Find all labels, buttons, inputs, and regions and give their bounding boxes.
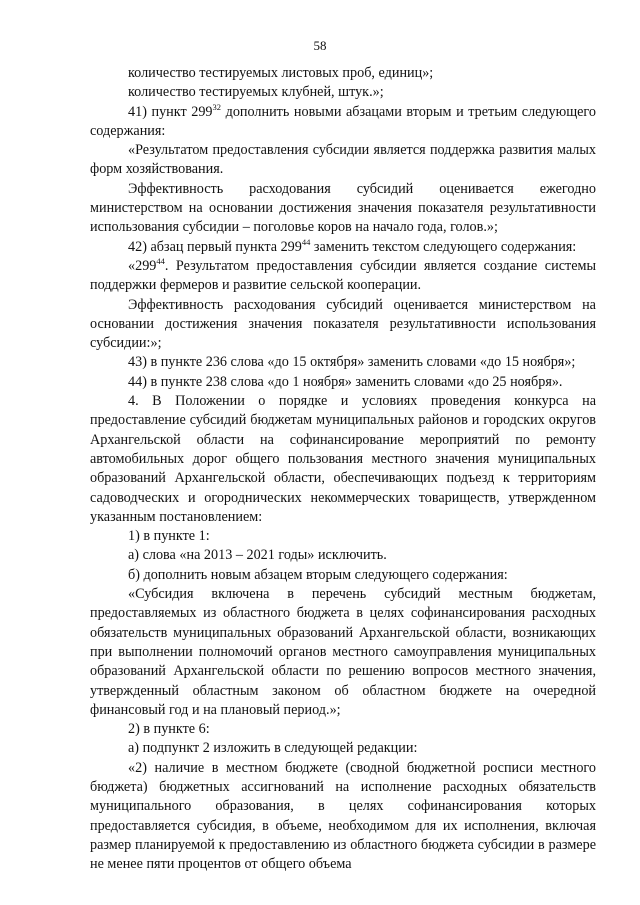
paragraph-p4: [90, 141, 596, 180]
paragraph-p10: [90, 373, 596, 392]
paragraph-p13: [90, 546, 596, 565]
text-run: 41) пункт 299: [128, 103, 213, 120]
text-run: дополнить новыми абзацами вторым и третьим следующего содержания:: [90, 103, 596, 139]
page-number: 58: [313, 38, 327, 53]
paragraph-p9: [90, 353, 596, 372]
paragraph-p5: [90, 180, 596, 238]
text-run: б) дополнить новым абзацем вторым следующего содержания:: [128, 566, 508, 583]
paragraph-p8: [90, 296, 596, 354]
paragraph-p3: [90, 103, 596, 142]
text-run: «2) наличие в местном бюджете (сводной бюджетной росписи местного бюджета) бюджетных ассигнований на исполнение расходных обязательств муниципального образования, в целях софинансирования которых предоставляется субсидия, в объеме, необходимом для их исполнения, включая размер планируемой к предоставлению из областного бюджета субсидии в размере не менее пяти процентов от общего объема: [90, 759, 596, 873]
text-run: «Субсидия включена в перечень субсидий местным бюджетам, предоставляемых из областного бюджета в целях софинансирования расходных обязательств муниципальных образований Архангельской области, возникающих при выполнении полномочий органов местного самоуправления муниципальных образований Архангельской области по решению вопросов местного значения, утвержденный областным законом об областном бюджете на очередной финансовый год и на плановый период.»;: [90, 586, 596, 718]
paragraph-p11: [90, 392, 596, 527]
text-run: Эффективность расходования субсидий оценивается ежегодно министерством на основании достижения значения показателя результативности использования субсидии – поголовье коров на начало года, голов.»;: [90, 180, 596, 236]
paragraph-p14: [90, 566, 596, 585]
text-run: количество тестируемых клубней, штук.»;: [128, 84, 384, 101]
paragraph-p12: [90, 527, 596, 546]
text-run: . Результатом предоставления субсидии является создание системы поддержки фермеров и развитие сельской кооперации.: [90, 257, 596, 294]
paragraph-p17: [90, 739, 596, 758]
footnote-superscript: 44: [156, 255, 165, 266]
text-run: 42) абзац первый пункта 299: [128, 238, 302, 255]
document-body: [90, 64, 596, 874]
text-run: заменить текстом следующего содержания:: [310, 238, 577, 255]
paragraph-p6: [90, 238, 596, 257]
paragraph-p15: [90, 585, 596, 720]
text-run: 44) в пункте 238 слова «до 1 ноября» заменить словами «до 25 ноября».: [128, 373, 563, 390]
text-run: «299: [128, 257, 157, 274]
text-run: Эффективность расходования субсидий оценивается министерством на основании достижения значения показателя результативности использования субсидии:»;: [90, 296, 596, 352]
footnote-superscript: 32: [212, 101, 222, 112]
text-run: а) подпункт 2 изложить в следующей редакции:: [128, 740, 418, 757]
footnote-superscript: 44: [301, 236, 311, 247]
text-run: 43) в пункте 236 слова «до 15 октября» заменить словами «до 15 ноября»;: [128, 354, 576, 371]
text-run: «Результатом предоставления субсидии является поддержка развития малых форм хозяйствования.: [90, 142, 596, 178]
text-run: а) слова «на 2013 – 2021 годы» исключить.: [128, 547, 387, 564]
paragraph-p16: [90, 720, 596, 739]
text-run: 2) в пункте 6:: [128, 721, 210, 738]
paragraph-p2: [90, 83, 596, 102]
paragraph-p18: [90, 759, 596, 875]
text-run: 1) в пункте 1:: [128, 528, 210, 545]
paragraph-p1: [90, 64, 596, 83]
text-run: количество тестируемых листовых проб, единиц»;: [128, 65, 434, 81]
text-run: 4. В Положении о порядке и условиях проведения конкурса на предоставление субсидий бюджетам муниципальных районов и городских округов Архангельской области на софинансирование мероприятий по ремонту автомобильных дорог общего пользования местного значения муниципальных образований Архангельской области, обеспечивающих подъезд к территориям садоводческих и огороднических некоммерческих товариществ, утвержденном указанным постановлением:: [90, 393, 596, 525]
paragraph-p7: [90, 257, 596, 296]
